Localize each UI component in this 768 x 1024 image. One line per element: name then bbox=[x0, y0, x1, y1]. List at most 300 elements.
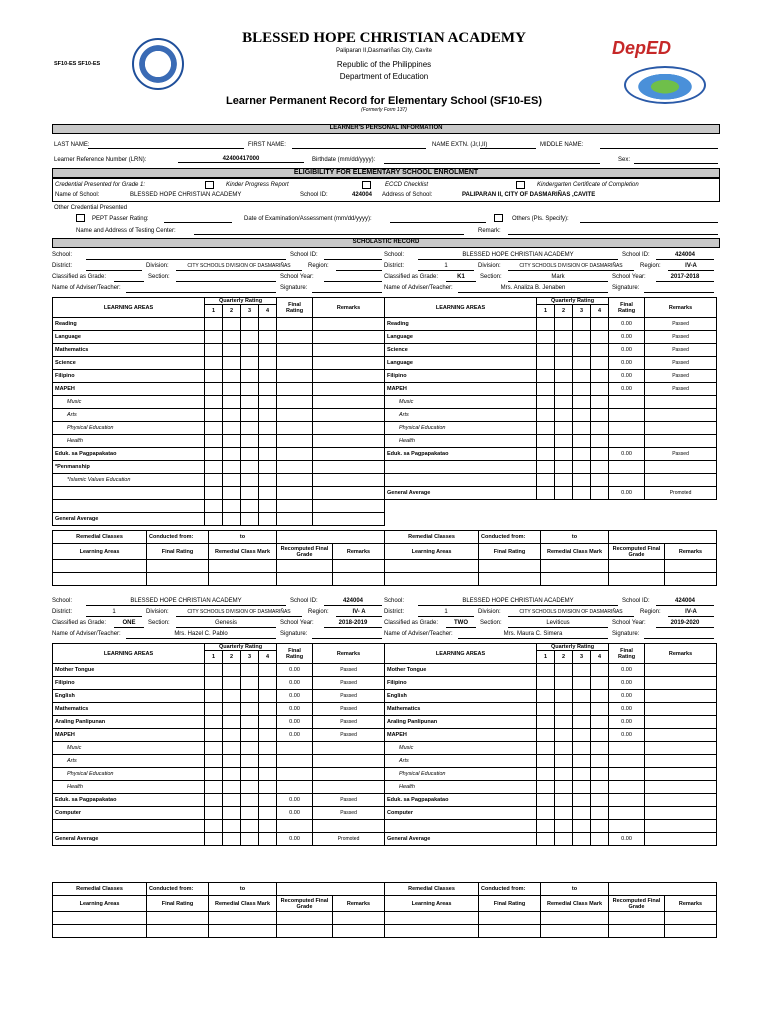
q1-cell[interactable] bbox=[537, 331, 555, 344]
remedial-cell[interactable] bbox=[333, 925, 385, 938]
final-rating-cell[interactable] bbox=[277, 500, 313, 513]
q1-cell[interactable] bbox=[537, 716, 555, 729]
q4-cell[interactable] bbox=[259, 435, 277, 448]
q2-cell[interactable] bbox=[223, 435, 241, 448]
remedial-cell[interactable] bbox=[147, 573, 209, 586]
q2-cell[interactable] bbox=[223, 690, 241, 703]
q1-cell[interactable] bbox=[537, 422, 555, 435]
record-school-id-value[interactable]: 424004 bbox=[656, 598, 714, 606]
remarks-cell[interactable] bbox=[313, 487, 385, 500]
record-grade-value[interactable]: K1 bbox=[446, 274, 476, 282]
remarks-cell[interactable] bbox=[645, 794, 717, 807]
remarks-cell[interactable] bbox=[313, 742, 385, 755]
q2-cell[interactable] bbox=[555, 461, 573, 474]
remedial-cell[interactable] bbox=[209, 925, 277, 938]
q4-cell[interactable] bbox=[591, 357, 609, 370]
q4-cell[interactable] bbox=[591, 409, 609, 422]
q1-cell[interactable] bbox=[205, 500, 223, 513]
q2-cell[interactable] bbox=[555, 383, 573, 396]
q2-cell[interactable] bbox=[223, 344, 241, 357]
q1-cell[interactable] bbox=[205, 768, 223, 781]
q4-cell[interactable] bbox=[259, 344, 277, 357]
q2-cell[interactable] bbox=[555, 716, 573, 729]
remarks-cell[interactable] bbox=[313, 820, 385, 833]
q4-cell[interactable] bbox=[259, 318, 277, 331]
q4-cell[interactable] bbox=[259, 768, 277, 781]
q3-cell[interactable] bbox=[573, 729, 591, 742]
q3-cell[interactable] bbox=[573, 370, 591, 383]
remedial-cell[interactable] bbox=[333, 573, 385, 586]
q3-cell[interactable] bbox=[241, 768, 259, 781]
remedial-date-field[interactable] bbox=[609, 531, 717, 544]
q4-cell[interactable] bbox=[259, 729, 277, 742]
q4-cell[interactable] bbox=[259, 807, 277, 820]
q3-cell[interactable] bbox=[573, 716, 591, 729]
record-grade-value[interactable]: TWO bbox=[446, 620, 476, 628]
q3-cell[interactable] bbox=[241, 794, 259, 807]
record-school-year-value[interactable]: 2018-2019 bbox=[324, 620, 382, 628]
q1-cell[interactable] bbox=[537, 768, 555, 781]
q3-cell[interactable] bbox=[573, 677, 591, 690]
lrn-value[interactable]: 42400417000 bbox=[178, 156, 304, 163]
q2-cell[interactable] bbox=[223, 677, 241, 690]
remedial-cell[interactable] bbox=[665, 925, 717, 938]
q4-cell[interactable] bbox=[591, 344, 609, 357]
q2-cell[interactable] bbox=[223, 357, 241, 370]
q1-cell[interactable] bbox=[537, 396, 555, 409]
q1-cell[interactable] bbox=[537, 794, 555, 807]
remedial-cell[interactable] bbox=[479, 912, 541, 925]
remarks-cell[interactable]: Passed bbox=[313, 807, 385, 820]
remarks-cell[interactable] bbox=[645, 690, 717, 703]
remarks-cell[interactable] bbox=[645, 820, 717, 833]
q2-cell[interactable] bbox=[555, 742, 573, 755]
final-rating-cell[interactable] bbox=[609, 755, 645, 768]
final-rating-cell[interactable] bbox=[277, 344, 313, 357]
remarks-cell[interactable] bbox=[313, 781, 385, 794]
pept-checkbox[interactable] bbox=[76, 214, 85, 222]
q1-cell[interactable] bbox=[205, 781, 223, 794]
q2-cell[interactable] bbox=[223, 729, 241, 742]
remedial-cell[interactable] bbox=[609, 573, 665, 586]
signature-field[interactable] bbox=[644, 631, 714, 639]
q1-cell[interactable] bbox=[205, 716, 223, 729]
final-rating-cell[interactable]: 0.00 bbox=[277, 703, 313, 716]
q1-cell[interactable] bbox=[205, 370, 223, 383]
remedial-cell[interactable] bbox=[53, 925, 147, 938]
q2-cell[interactable] bbox=[555, 409, 573, 422]
q3-cell[interactable] bbox=[241, 820, 259, 833]
q3-cell[interactable] bbox=[573, 422, 591, 435]
record-section-value[interactable]: Genesis bbox=[176, 620, 276, 628]
q3-cell[interactable] bbox=[573, 331, 591, 344]
q3-cell[interactable] bbox=[241, 448, 259, 461]
remarks-cell[interactable] bbox=[313, 768, 385, 781]
record-district-value[interactable]: 1 bbox=[418, 609, 474, 617]
remedial-cell[interactable] bbox=[385, 573, 479, 586]
q3-cell[interactable] bbox=[241, 781, 259, 794]
final-rating-cell[interactable] bbox=[277, 357, 313, 370]
remedial-cell[interactable] bbox=[147, 925, 209, 938]
final-rating-cell[interactable] bbox=[277, 742, 313, 755]
q1-cell[interactable] bbox=[205, 422, 223, 435]
q4-cell[interactable] bbox=[591, 716, 609, 729]
q2-cell[interactable] bbox=[555, 833, 573, 846]
q4-cell[interactable] bbox=[591, 807, 609, 820]
remarks-cell[interactable]: Passed bbox=[313, 794, 385, 807]
q1-cell[interactable] bbox=[205, 409, 223, 422]
q4-cell[interactable] bbox=[259, 500, 277, 513]
record-adviser-value[interactable]: Mrs. Maura C. Simera bbox=[458, 631, 608, 639]
record-school-value[interactable]: BLESSED HOPE CHRISTIAN ACADEMY bbox=[418, 252, 618, 260]
record-division-value[interactable]: CITY SCHOOLS DIVISION OF DASMARIÑAS bbox=[508, 263, 634, 271]
q1-cell[interactable] bbox=[537, 742, 555, 755]
q4-cell[interactable] bbox=[591, 396, 609, 409]
q2-cell[interactable] bbox=[223, 513, 241, 526]
remarks-cell[interactable]: Passed bbox=[645, 331, 717, 344]
q3-cell[interactable] bbox=[241, 833, 259, 846]
q2-cell[interactable] bbox=[555, 729, 573, 742]
q2-cell[interactable] bbox=[223, 820, 241, 833]
remarks-cell[interactable] bbox=[645, 435, 717, 448]
remarks-cell[interactable]: Promoted bbox=[313, 833, 385, 846]
q3-cell[interactable] bbox=[573, 318, 591, 331]
q1-cell[interactable] bbox=[537, 703, 555, 716]
q3-cell[interactable] bbox=[573, 487, 591, 500]
q1-cell[interactable] bbox=[205, 383, 223, 396]
final-rating-cell[interactable] bbox=[277, 409, 313, 422]
record-school-year-value[interactable]: 2019-2020 bbox=[656, 620, 714, 628]
q1-cell[interactable] bbox=[205, 703, 223, 716]
final-rating-cell[interactable] bbox=[277, 768, 313, 781]
q3-cell[interactable] bbox=[241, 487, 259, 500]
q1-cell[interactable] bbox=[205, 344, 223, 357]
q1-cell[interactable] bbox=[205, 833, 223, 846]
record-district-value[interactable]: 1 bbox=[86, 609, 142, 617]
remedial-cell[interactable] bbox=[53, 912, 147, 925]
name-extn-field[interactable] bbox=[480, 148, 536, 149]
q4-cell[interactable] bbox=[591, 461, 609, 474]
q2-cell[interactable] bbox=[223, 833, 241, 846]
remedial-cell[interactable] bbox=[53, 573, 147, 586]
q2-cell[interactable] bbox=[555, 768, 573, 781]
record-adviser-value[interactable]: Mrs. Hazel C. Pablo bbox=[126, 631, 276, 639]
final-rating-cell[interactable]: 0.00 bbox=[609, 357, 645, 370]
remarks-cell[interactable] bbox=[313, 500, 385, 513]
remedial-cell[interactable] bbox=[277, 573, 333, 586]
record-section-value[interactable] bbox=[176, 274, 276, 282]
final-rating-cell[interactable] bbox=[609, 742, 645, 755]
q4-cell[interactable] bbox=[591, 742, 609, 755]
final-rating-cell[interactable] bbox=[277, 781, 313, 794]
final-rating-cell[interactable]: 0.00 bbox=[609, 370, 645, 383]
final-rating-cell[interactable] bbox=[277, 513, 313, 526]
remarks-cell[interactable]: Passed bbox=[645, 383, 717, 396]
q3-cell[interactable] bbox=[241, 690, 259, 703]
remedial-cell[interactable] bbox=[541, 560, 609, 573]
q3-cell[interactable] bbox=[241, 664, 259, 677]
q1-cell[interactable] bbox=[537, 729, 555, 742]
q2-cell[interactable] bbox=[555, 781, 573, 794]
remarks-cell[interactable] bbox=[313, 474, 385, 487]
remedial-cell[interactable] bbox=[147, 560, 209, 573]
others-checkbox[interactable] bbox=[494, 214, 503, 222]
q4-cell[interactable] bbox=[591, 370, 609, 383]
q4-cell[interactable] bbox=[591, 755, 609, 768]
record-school-id-value[interactable]: 424004 bbox=[656, 252, 714, 260]
record-region-value[interactable]: IV- A bbox=[336, 609, 382, 617]
remedial-cell[interactable] bbox=[333, 912, 385, 925]
q1-cell[interactable] bbox=[537, 409, 555, 422]
q3-cell[interactable] bbox=[573, 781, 591, 794]
q1-cell[interactable] bbox=[205, 448, 223, 461]
record-section-value[interactable]: Leviticus bbox=[508, 620, 608, 628]
q4-cell[interactable] bbox=[591, 664, 609, 677]
q2-cell[interactable] bbox=[555, 474, 573, 487]
q3-cell[interactable] bbox=[241, 396, 259, 409]
record-school-id-value[interactable] bbox=[324, 252, 382, 260]
q2-cell[interactable] bbox=[223, 331, 241, 344]
q2-cell[interactable] bbox=[223, 794, 241, 807]
q3-cell[interactable] bbox=[573, 344, 591, 357]
final-rating-cell[interactable]: 0.00 bbox=[609, 318, 645, 331]
final-rating-cell[interactable]: 0.00 bbox=[277, 664, 313, 677]
remark-field[interactable] bbox=[508, 234, 718, 235]
q2-cell[interactable] bbox=[555, 448, 573, 461]
q2-cell[interactable] bbox=[555, 487, 573, 500]
q2-cell[interactable] bbox=[223, 461, 241, 474]
remarks-cell[interactable] bbox=[313, 435, 385, 448]
q4-cell[interactable] bbox=[591, 318, 609, 331]
remedial-date-field[interactable] bbox=[277, 883, 385, 896]
q4-cell[interactable] bbox=[259, 370, 277, 383]
signature-field[interactable] bbox=[312, 631, 382, 639]
eccd-checkbox[interactable] bbox=[362, 181, 371, 189]
q2-cell[interactable] bbox=[555, 331, 573, 344]
q4-cell[interactable] bbox=[259, 820, 277, 833]
remedial-cell[interactable] bbox=[665, 560, 717, 573]
q1-cell[interactable] bbox=[205, 318, 223, 331]
final-rating-cell[interactable]: 0.00 bbox=[609, 331, 645, 344]
q4-cell[interactable] bbox=[259, 677, 277, 690]
q1-cell[interactable] bbox=[537, 807, 555, 820]
remarks-cell[interactable] bbox=[313, 513, 385, 526]
remarks-cell[interactable] bbox=[645, 409, 717, 422]
q4-cell[interactable] bbox=[259, 833, 277, 846]
q1-cell[interactable] bbox=[537, 357, 555, 370]
q3-cell[interactable] bbox=[573, 703, 591, 716]
q2-cell[interactable] bbox=[223, 664, 241, 677]
q2-cell[interactable] bbox=[223, 396, 241, 409]
q2-cell[interactable] bbox=[555, 807, 573, 820]
record-grade-value[interactable] bbox=[114, 274, 144, 282]
remedial-cell[interactable] bbox=[609, 560, 665, 573]
q1-cell[interactable] bbox=[537, 344, 555, 357]
q3-cell[interactable] bbox=[241, 755, 259, 768]
q4-cell[interactable] bbox=[259, 357, 277, 370]
remarks-cell[interactable]: Passed bbox=[313, 664, 385, 677]
record-school-year-value[interactable] bbox=[324, 274, 382, 282]
q3-cell[interactable] bbox=[573, 690, 591, 703]
q1-cell[interactable] bbox=[537, 474, 555, 487]
remarks-cell[interactable] bbox=[645, 729, 717, 742]
remedial-cell[interactable] bbox=[385, 912, 479, 925]
record-adviser-value[interactable]: Mrs. Analiza B. Jenaben bbox=[458, 285, 608, 293]
q4-cell[interactable] bbox=[259, 781, 277, 794]
remarks-cell[interactable]: Promoted bbox=[645, 487, 717, 500]
q4-cell[interactable] bbox=[259, 422, 277, 435]
remarks-cell[interactable]: Passed bbox=[313, 729, 385, 742]
final-rating-cell[interactable]: 0.00 bbox=[609, 344, 645, 357]
remedial-cell[interactable] bbox=[333, 560, 385, 573]
q2-cell[interactable] bbox=[223, 474, 241, 487]
q3-cell[interactable] bbox=[241, 331, 259, 344]
q4-cell[interactable] bbox=[259, 448, 277, 461]
q1-cell[interactable] bbox=[205, 487, 223, 500]
q3-cell[interactable] bbox=[241, 677, 259, 690]
q1-cell[interactable] bbox=[537, 435, 555, 448]
q4-cell[interactable] bbox=[591, 474, 609, 487]
final-rating-cell[interactable] bbox=[609, 794, 645, 807]
remarks-cell[interactable]: Passed bbox=[313, 677, 385, 690]
record-adviser-value[interactable] bbox=[126, 285, 276, 293]
record-school-value[interactable]: BLESSED HOPE CHRISTIAN ACADEMY bbox=[418, 598, 618, 606]
q2-cell[interactable] bbox=[223, 500, 241, 513]
remedial-cell[interactable] bbox=[541, 925, 609, 938]
q1-cell[interactable] bbox=[537, 820, 555, 833]
q1-cell[interactable] bbox=[537, 781, 555, 794]
remarks-cell[interactable] bbox=[313, 357, 385, 370]
q3-cell[interactable] bbox=[573, 794, 591, 807]
remarks-cell[interactable] bbox=[645, 768, 717, 781]
q3-cell[interactable] bbox=[241, 435, 259, 448]
final-rating-cell[interactable] bbox=[609, 820, 645, 833]
sex-field[interactable] bbox=[634, 163, 718, 164]
q2-cell[interactable] bbox=[555, 344, 573, 357]
final-rating-cell[interactable] bbox=[277, 820, 313, 833]
q3-cell[interactable] bbox=[241, 318, 259, 331]
final-rating-cell[interactable] bbox=[609, 474, 645, 487]
final-rating-cell[interactable]: 0.00 bbox=[609, 729, 645, 742]
q4-cell[interactable] bbox=[259, 383, 277, 396]
exam-date-field[interactable] bbox=[390, 222, 486, 223]
remarks-cell[interactable] bbox=[645, 474, 717, 487]
q3-cell[interactable] bbox=[573, 742, 591, 755]
q1-cell[interactable] bbox=[537, 677, 555, 690]
record-region-value[interactable] bbox=[336, 263, 382, 271]
remarks-cell[interactable]: Passed bbox=[313, 690, 385, 703]
q4-cell[interactable] bbox=[591, 833, 609, 846]
final-rating-cell[interactable]: 0.00 bbox=[277, 794, 313, 807]
q1-cell[interactable] bbox=[205, 755, 223, 768]
final-rating-cell[interactable]: 0.00 bbox=[277, 807, 313, 820]
remarks-cell[interactable] bbox=[313, 755, 385, 768]
kinder-checkbox[interactable] bbox=[205, 181, 214, 189]
signature-field[interactable] bbox=[644, 285, 714, 293]
q4-cell[interactable] bbox=[591, 435, 609, 448]
remarks-cell[interactable] bbox=[645, 703, 717, 716]
q2-cell[interactable] bbox=[555, 820, 573, 833]
remarks-cell[interactable]: Passed bbox=[645, 344, 717, 357]
final-rating-cell[interactable] bbox=[609, 409, 645, 422]
q4-cell[interactable] bbox=[259, 331, 277, 344]
final-rating-cell[interactable] bbox=[277, 448, 313, 461]
q4-cell[interactable] bbox=[591, 820, 609, 833]
final-rating-cell[interactable]: 0.00 bbox=[609, 677, 645, 690]
q2-cell[interactable] bbox=[223, 383, 241, 396]
q4-cell[interactable] bbox=[259, 664, 277, 677]
q2-cell[interactable] bbox=[223, 742, 241, 755]
final-rating-cell[interactable] bbox=[277, 474, 313, 487]
q1-cell[interactable] bbox=[537, 461, 555, 474]
q1-cell[interactable] bbox=[205, 357, 223, 370]
remedial-cell[interactable] bbox=[209, 912, 277, 925]
q4-cell[interactable] bbox=[259, 396, 277, 409]
q1-cell[interactable] bbox=[205, 396, 223, 409]
q3-cell[interactable] bbox=[241, 409, 259, 422]
q1-cell[interactable] bbox=[205, 435, 223, 448]
q2-cell[interactable] bbox=[223, 318, 241, 331]
q2-cell[interactable] bbox=[555, 435, 573, 448]
q3-cell[interactable] bbox=[241, 807, 259, 820]
q1-cell[interactable] bbox=[537, 383, 555, 396]
final-rating-cell[interactable] bbox=[609, 435, 645, 448]
final-rating-cell[interactable] bbox=[609, 807, 645, 820]
final-rating-cell[interactable] bbox=[277, 487, 313, 500]
q4-cell[interactable] bbox=[591, 448, 609, 461]
record-district-value[interactable] bbox=[86, 263, 142, 271]
q1-cell[interactable] bbox=[537, 690, 555, 703]
remarks-cell[interactable] bbox=[645, 461, 717, 474]
record-division-value[interactable]: CITY SCHOOLS DIVISION OF DASMARIÑAS bbox=[508, 609, 634, 617]
remarks-cell[interactable] bbox=[313, 396, 385, 409]
q2-cell[interactable] bbox=[223, 409, 241, 422]
q3-cell[interactable] bbox=[241, 500, 259, 513]
q1-cell[interactable] bbox=[205, 461, 223, 474]
q1-cell[interactable] bbox=[537, 318, 555, 331]
q3-cell[interactable] bbox=[241, 370, 259, 383]
remarks-cell[interactable]: Passed bbox=[645, 318, 717, 331]
remarks-cell[interactable]: Passed bbox=[313, 703, 385, 716]
final-rating-cell[interactable]: 0.00 bbox=[609, 383, 645, 396]
remarks-cell[interactable] bbox=[313, 422, 385, 435]
q4-cell[interactable] bbox=[591, 781, 609, 794]
remedial-cell[interactable] bbox=[609, 925, 665, 938]
q3-cell[interactable] bbox=[241, 513, 259, 526]
final-rating-cell[interactable] bbox=[277, 383, 313, 396]
record-region-value[interactable]: IV-A bbox=[668, 263, 714, 271]
remedial-cell[interactable] bbox=[385, 560, 479, 573]
q2-cell[interactable] bbox=[223, 370, 241, 383]
record-school-value[interactable]: BLESSED HOPE CHRISTIAN ACADEMY bbox=[86, 598, 286, 606]
remarks-cell[interactable] bbox=[645, 833, 717, 846]
q3-cell[interactable] bbox=[241, 357, 259, 370]
remedial-cell[interactable] bbox=[665, 573, 717, 586]
last-name-field[interactable] bbox=[88, 148, 244, 149]
q3-cell[interactable] bbox=[241, 344, 259, 357]
q4-cell[interactable] bbox=[591, 768, 609, 781]
q3-cell[interactable] bbox=[573, 448, 591, 461]
q3-cell[interactable] bbox=[241, 383, 259, 396]
q3-cell[interactable] bbox=[573, 474, 591, 487]
q2-cell[interactable] bbox=[223, 768, 241, 781]
q2-cell[interactable] bbox=[555, 422, 573, 435]
q4-cell[interactable] bbox=[591, 487, 609, 500]
q2-cell[interactable] bbox=[555, 755, 573, 768]
q1-cell[interactable] bbox=[205, 794, 223, 807]
q2-cell[interactable] bbox=[555, 690, 573, 703]
q3-cell[interactable] bbox=[573, 807, 591, 820]
